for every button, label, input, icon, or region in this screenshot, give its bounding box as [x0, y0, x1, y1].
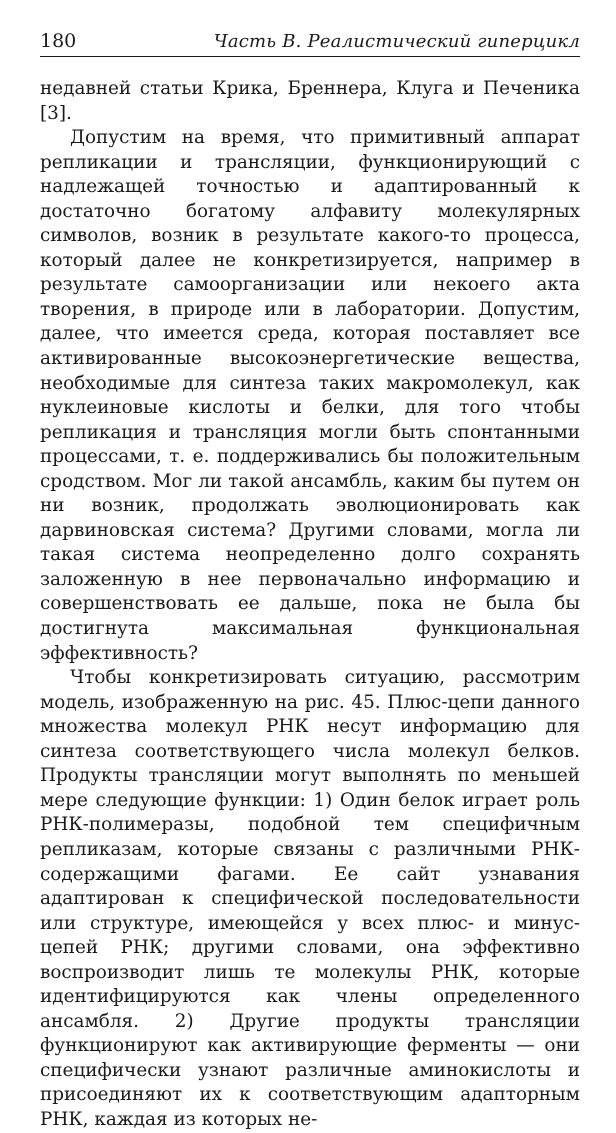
paragraph-model: Чтобы конкретизировать ситуацию, рассмотрим модель, изображенную на рис. 45. Плюс-цепи данного множества молекул РНК несут информацию для синтеза соответствующего числа молекул белков. Продукты трансляции могут выполнять по меньшей мере следующие функции: 1) Один белок играет роль РНК-полимеразы, подобной тем специфичным репликазам, которые связаны с различными РНК-содержащими фагами. Ее сайт узнавания адаптирован к специфической последовательности или структуре, имеющейся у всех плюс- и минус-цепей РНК; другими словами, она эффективно воспроизводит лишь те молекулы РНК, которые идентифицируются как члены определенного ансамбля. 2) Другие продукты трансляции функционируют как активирующие ферменты — они специфически узнают различные аминокислоты и присоединяют их к соответствующим адапторным РНК, каждая из которых не-: [40, 667, 580, 1130]
running-title: Часть В. Реалистический гиперцикл: [213, 31, 580, 52]
paragraph-assumption: Допустим на время, что примитивный аппарат репликации и трансляции, функционирующий с надлежащей точностью и адаптированный к достаточно богатому алфавиту молекулярных символов, возник в результате какого-то процесса, который далее не конкретизируется, например в результате самоорганизации или некоего акта творения, в природе или в лаборатории. Допустим, далее, что имеется среда, которая поставляет все активированные высокоэнергетические вещества, необходимые для синтеза таких макромолекул, как нуклеиновые кислоты и белки, для того чтобы репликация и трансляция могли быть спонтанными процессами, т. е. поддерживались бы положительным сродством. Мог ли такой ансамбль, каким бы путем он ни возник, продолжать эволюционировать как дарвиновская система? Другими словами, могла ли такая система неопределенно долго сохранять заложенную в нее первоначально информацию и совершенствовать ее дальше, пока не была бы достигнута максимальная функциональная эффективность?: [40, 127, 580, 664]
book-page: [40, 30, 580, 1133]
page-number: 180: [40, 30, 77, 52]
paragraph-continuation: недавней статьи Крика, Бреннера, Клуга и Печеника [3].: [40, 78, 580, 124]
body-text: [40, 77, 580, 1133]
running-head: [40, 30, 580, 57]
